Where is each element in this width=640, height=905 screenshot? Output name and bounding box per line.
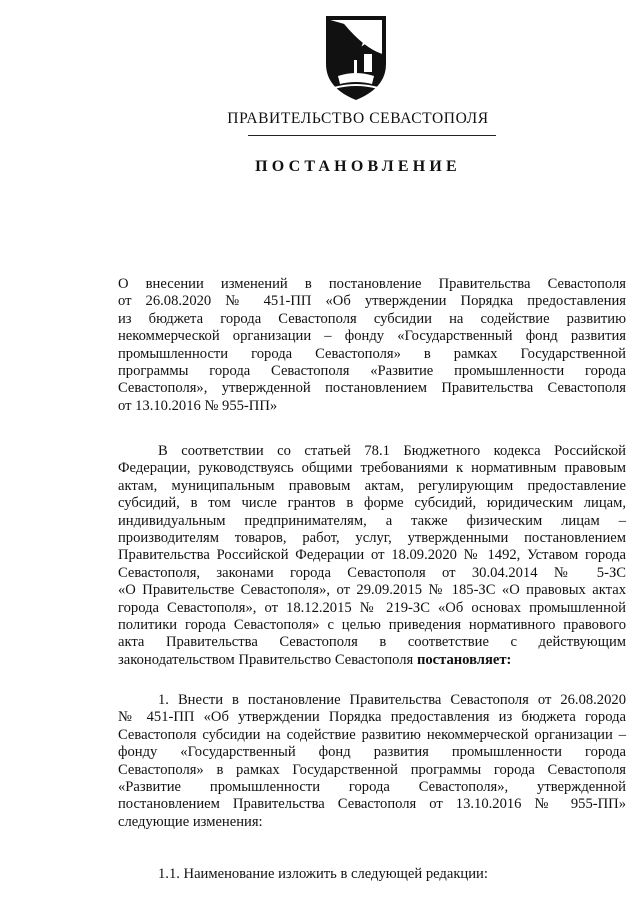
- subject-line: от 13.10.2016 № 955-ПП»: [118, 397, 278, 414]
- subject-line: промышленности города Севастополя» в рамках Государственной: [118, 345, 626, 362]
- preamble-line: Севастополя, законами города Севастополя от 30.04.2014 № 5-ЗС: [118, 564, 626, 581]
- item-1-paragraph: [118, 692, 626, 831]
- preamble-paragraph: [118, 443, 626, 669]
- org-title: ПРАВИТЕЛЬСТВО СЕВАСТОПОЛЯ: [227, 110, 489, 127]
- sevastopol-coat-of-arms-icon: [324, 14, 388, 102]
- preamble-last-line: [118, 652, 626, 669]
- item-1-line: фонду «Государственный фонд развития промышленности города: [118, 744, 626, 761]
- preamble-line: политики города Севастополя» с целью приведения нормативного правового: [118, 616, 626, 633]
- subject-line: программы города Севастополя «Развитие промышленности города: [118, 362, 626, 379]
- preamble-line: актам, муниципальным правовым актам, регулирующим предоставление: [118, 477, 626, 494]
- preamble-line: Правительства Российской Федерации от 18.09.2020 № 1492, Уставом города: [118, 547, 626, 564]
- preamble-line: законодательством Правительство Севастополя: [118, 651, 414, 668]
- preamble-line: «О Правительстве Севастополя», от 29.09.2015 № 185-ЗС «О правовых актах: [118, 582, 626, 599]
- preamble-line: субсидий, в том числе грантов в форме субсидий, юридическим лицам,: [118, 495, 626, 512]
- subject-line: Севастополя», утвержденной постановлением Правительства Севастополя: [118, 380, 626, 397]
- subject-line: из бюджета города Севастополя субсидии на содействие развитию: [118, 310, 626, 327]
- preamble-line: индивидуальным предпринимателям, а также физическим лицам –: [118, 512, 626, 529]
- item-1-line: «Развитие промышленности города Севастополя», утвержденной: [118, 778, 626, 795]
- item-1-line: 1. Внести в постановление Правительства Севастополя от 26.08.2020: [158, 692, 626, 708]
- item-1-line: № 451-ПП «Об утверждении Порядка предоставления из бюджета города: [118, 709, 626, 726]
- preamble-line: города Севастополя», от 18.12.2015 № 219-ЗС «Об основах промышленной: [118, 599, 626, 616]
- document-type: ПОСТАНОВЛЕНИЕ: [255, 158, 461, 175]
- item-1-1-paragraph: [118, 866, 626, 883]
- preamble-line: производителям товаров, работ, услуг, утвержденными постановлением: [118, 529, 626, 546]
- subject-line: от 26.08.2020 № 451-ПП «Об утверждении Порядка предоставления: [118, 293, 626, 310]
- resolves-keyword: постановляет:: [416, 651, 512, 668]
- item-1-line: постановлением Правительства Севастополя от 13.10.2016 № 955-ПП»: [118, 796, 626, 813]
- subject-line: О внесении изменений в постановление Правительства Севастополя: [118, 276, 626, 292]
- item-1-line: следующие изменения:: [118, 813, 263, 830]
- item-1-line: Севастополя субсидии на содействие развитию некоммерческой организации –: [118, 726, 626, 743]
- subject-line: некоммерческой организации – фонду «Государственный фонд развития: [118, 328, 626, 345]
- subject-paragraph: [118, 276, 626, 415]
- preamble-line: Федерации, руководствуясь общими требованиями к нормативным правовым: [118, 460, 626, 477]
- title-underline: [248, 135, 496, 136]
- item-1-1-line: 1.1. Наименование изложить в следующей редакции:: [158, 866, 488, 882]
- preamble-line: акта Правительства Севастополя в соответствие с действующим: [118, 634, 626, 651]
- item-1-line: Севастополя» в рамках Государственной программы города Севастополя: [118, 761, 626, 778]
- preamble-line: В соответствии со статьей 78.1 Бюджетного кодекса Российской: [158, 443, 626, 459]
